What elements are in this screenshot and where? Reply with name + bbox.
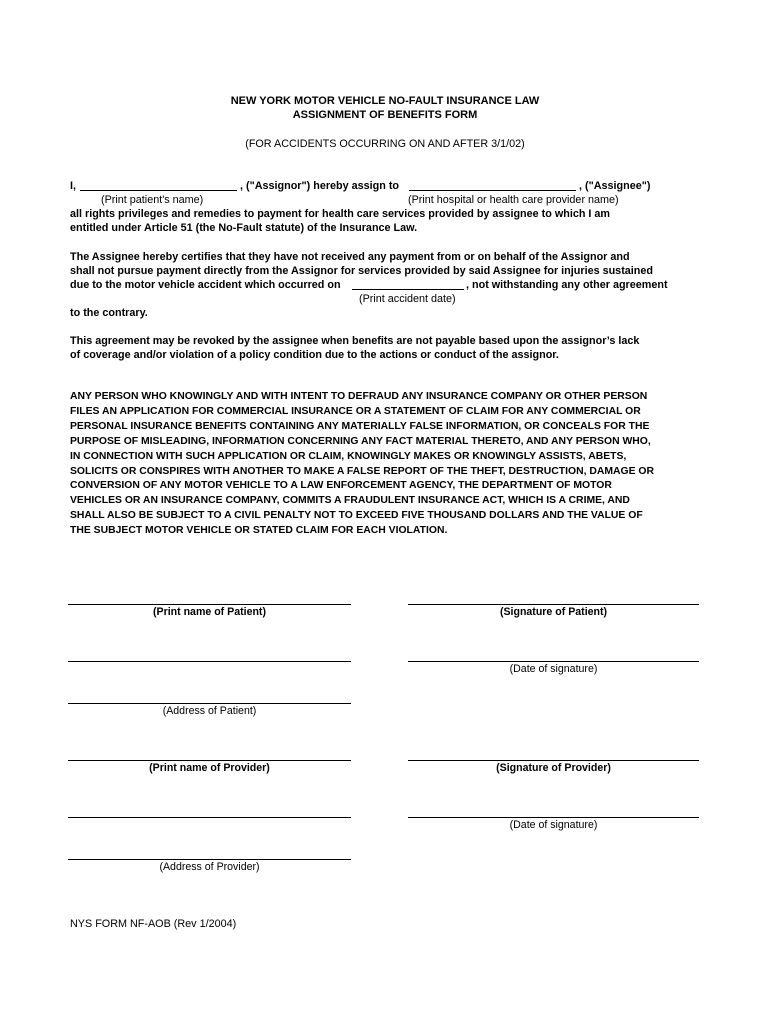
certify-line-2: shall not pursue payment directly from the Assignor for services provided by said Assignee for injuries sustained bbox=[70, 265, 653, 277]
certify-line-3: due to the motor vehicle accident which occurred on bbox=[70, 279, 341, 291]
assignee-text: , ("Assignee") bbox=[579, 180, 651, 192]
provider-name-hint: (Print hospital or health care provider name) bbox=[408, 194, 619, 206]
revoke-line-1: This agreement may be revoked by the assignee when benefits are not payable based upon the assignor’s lack bbox=[70, 335, 640, 347]
form-id: NYS FORM NF-AOB (Rev 1/2004) bbox=[70, 918, 237, 930]
certify-line-4: to the contrary. bbox=[70, 307, 148, 319]
fraud-warning-line: SOLICITS OR CONSPIRES WITH ANOTHER TO MAKE A FALSE REPORT OF THE THEFT, DESTRUCTION, DAMAGE OR bbox=[70, 465, 655, 477]
patient-name-field[interactable] bbox=[80, 190, 237, 191]
patient-address-label: (Address of Patient) bbox=[162, 705, 257, 717]
patient-extra-line[interactable] bbox=[68, 661, 351, 662]
provider-name-field[interactable] bbox=[409, 190, 576, 191]
fraud-warning-line: PURPOSE OF MISLEADING, INFORMATION CONCERNING ANY FACT MATERIAL THERETO, AND ANY PERSON WHO, bbox=[70, 435, 651, 447]
patient-name-label: (Print name of Patient) bbox=[152, 606, 266, 618]
form-title-line2: ASSIGNMENT OF BENEFITS FORM bbox=[292, 109, 478, 121]
patient-address-line[interactable] bbox=[68, 703, 351, 704]
certify-line-3-post: , not withstanding any other agreement bbox=[466, 279, 668, 291]
provider-address-label: (Address of Provider) bbox=[159, 861, 260, 873]
accident-date-hint: (Print accident date) bbox=[359, 293, 456, 305]
provider-date-label: (Date of signature) bbox=[509, 819, 598, 831]
rights-line-1: all rights privileges and remedies to payment for health care services provided by assignee to which I am bbox=[70, 208, 611, 220]
fraud-warning-line: PERSONAL INSURANCE BENEFITS CONTAINING ANY MATERIALLY FALSE INFORMATION, OR CONCEALS FOR THE bbox=[70, 420, 650, 432]
provider-name-label: (Print name of Provider) bbox=[149, 762, 270, 774]
provider-address-line[interactable] bbox=[68, 859, 351, 860]
patient-name-hint: (Print patient's name) bbox=[101, 194, 204, 206]
patient-signature-label: (Signature of Patient) bbox=[499, 606, 608, 618]
patient-date-line[interactable] bbox=[408, 661, 699, 662]
form-title-line1: NEW YORK MOTOR VEHICLE NO-FAULT INSURANCE LAW bbox=[230, 95, 540, 107]
revoke-line-2: of coverage and/or violation of a policy condition due to the actions or conduct of the assignor. bbox=[70, 349, 559, 361]
provider-date-line[interactable] bbox=[408, 817, 699, 818]
fraud-warning-line: CONVERSION OF ANY MOTOR VEHICLE TO A LAW ENFORCEMENT AGENCY, THE DEPARTMENT OF MOTOR bbox=[70, 480, 612, 492]
fraud-warning-line: ANY PERSON WHO KNOWINGLY AND WITH INTENT TO DEFRAUD ANY INSURANCE COMPANY OR OTHER PERSON bbox=[70, 391, 648, 402]
accident-date-field[interactable] bbox=[352, 289, 464, 290]
patient-signature-line[interactable] bbox=[408, 604, 699, 605]
fraud-warning-line: SHALL ALSO BE SUBJECT TO A CIVIL PENALTY NOT TO EXCEED FIVE THOUSAND DOLLARS AND THE VALUE OF bbox=[70, 510, 643, 522]
provider-extra-line[interactable] bbox=[68, 817, 351, 818]
fraud-warning bbox=[70, 390, 700, 539]
provider-signature-line[interactable] bbox=[408, 760, 699, 761]
rights-line-2: entitled under Article 51 (the No-Fault statute) of the Insurance Law. bbox=[70, 222, 418, 234]
fraud-warning-line: VEHICLES OR AN INSURANCE COMPANY, COMMITS A FRAUDULENT INSURANCE ACT, WHICH IS A CRIME, AND bbox=[70, 495, 630, 507]
fraud-warning-line: THE SUBJECT MOTOR VEHICLE OR STATED CLAIM FOR EACH VIOLATION. bbox=[70, 525, 448, 537]
form-subtitle: (FOR ACCIDENTS OCCURRING ON AND AFTER 3/1/02) bbox=[245, 138, 525, 150]
patient-name-line[interactable] bbox=[68, 604, 351, 605]
assignor-text: , ("Assignor") hereby assign to bbox=[240, 180, 400, 192]
fraud-warning-line: FILES AN APPLICATION FOR COMMERCIAL INSURANCE OR A STATEMENT OF CLAIM FOR ANY COMMERCIAL OR bbox=[70, 405, 641, 417]
provider-signature-label: (Signature of Provider) bbox=[496, 762, 611, 774]
certify-line-1: The Assignee hereby certifies that they have not received any payment from or on behalf of the Assignor and bbox=[70, 251, 630, 263]
fraud-warning-line: IN CONNECTION WITH SUCH APPLICATION OR CLAIM, KNOWINGLY MAKES OR KNOWINGLY ASSISTS, ABETS, bbox=[70, 450, 627, 462]
assignor-prefix: I, bbox=[70, 180, 76, 192]
provider-name-line[interactable] bbox=[68, 760, 351, 761]
patient-date-label: (Date of signature) bbox=[509, 663, 598, 675]
